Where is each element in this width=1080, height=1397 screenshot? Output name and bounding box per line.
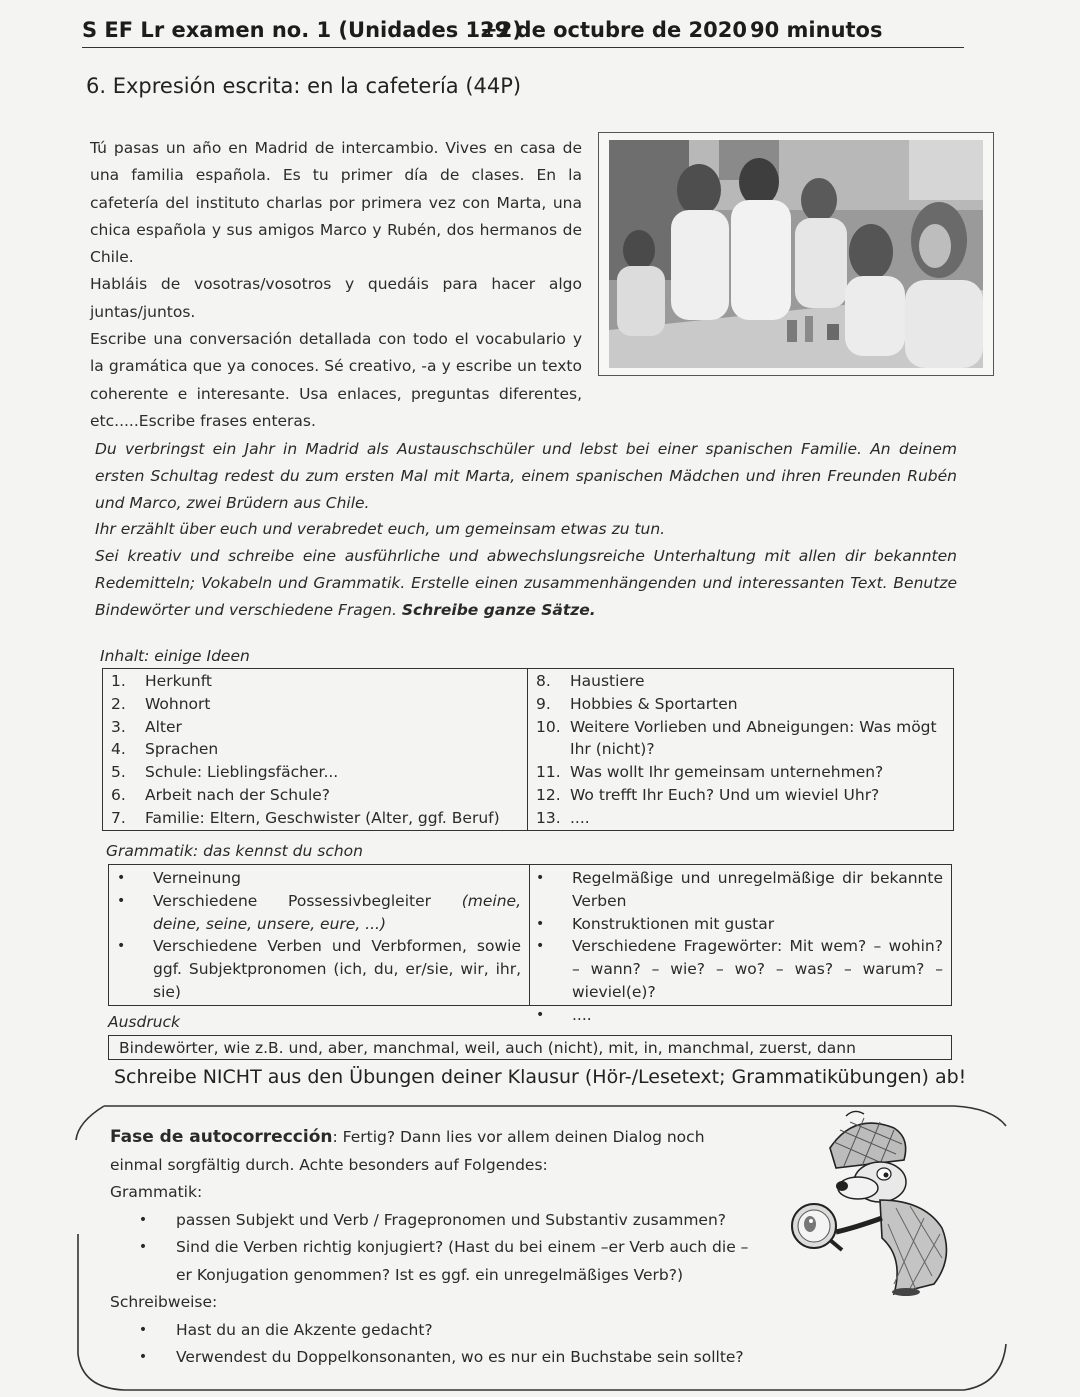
item-text: Alter: [145, 717, 182, 736]
item-text: Hast du an die Akzente gedacht?: [176, 1320, 433, 1339]
item-text: ....: [570, 808, 590, 827]
list-item: [536, 716, 953, 762]
inhalt-left-list: [111, 670, 521, 830]
intro-de-p3: Sei kreativ und schreibe eine ausführliche und abwechslungsreiche Unterhaltung mit allen dir bekannten Redemitteln; Vokabeln und Grammatik. Erstelle einen zusammenhängenden und interessanten Text. Benutze Bindewörter und verschiedene Fragen. Schreibe ganze Sätze.: [95, 547, 957, 619]
self-check-intro: Fase de autocorrección: Fertig? Dann lies vor allem deinen Dialog noch einmal sorgfältig durch. Achte besonders auf Folgendes:: [110, 1127, 705, 1174]
item-number: 6.: [111, 785, 126, 804]
bullet-icon: •: [536, 915, 545, 932]
grammatik-caption: Grammatik: das kennst du schon: [106, 842, 363, 860]
item-number: 8.: [536, 672, 551, 690]
item-text: Haustiere: [570, 672, 645, 690]
list-item: [536, 761, 953, 784]
list-item: [536, 670, 953, 693]
exam-duration: 90 minutos: [750, 18, 883, 42]
list-item: [111, 784, 521, 807]
item-text: Hobbies & Sportarten: [570, 694, 738, 713]
grammatik-right-list: [536, 867, 943, 1027]
list-item: [111, 761, 521, 784]
item-text: Wo trefft Ihr Euch? Und um wieviel Uhr?: [570, 785, 880, 804]
list-item: [117, 935, 521, 1003]
item-text: Arbeit nach der Schule?: [145, 785, 331, 804]
list-item: [536, 935, 943, 1003]
exam-header: [82, 16, 964, 48]
item-number: 7.: [111, 808, 126, 827]
list-item: [536, 1004, 943, 1027]
inhalt-right-list: [536, 669, 953, 830]
intro-de-p2: Ihr erzählt über euch und verabredet euch, um gemeinsam etwas zu tun.: [95, 520, 666, 539]
list-item: [111, 738, 521, 761]
bullet-icon: •: [117, 938, 126, 955]
ausdruck-text: Bindewörter, wie z.B. und, aber, manchmal, weil, auch (nicht), mit, in, manchmal, zuerst, dann: [119, 1039, 856, 1057]
list-item: [110, 1344, 750, 1372]
ausdruck-box: [108, 1035, 952, 1060]
cafeteria-photo: [598, 132, 994, 376]
bullet-icon: •: [138, 1211, 148, 1228]
section-title: 6. Expresión escrita: en la cafetería (44P): [86, 74, 522, 98]
intro-de-p1: Du verbringst ein Jahr in Madrid als Austauschschüler und lebst bei einer spanischen Familie. An deinem ersten Schultag redest du zum ersten Mal mit Marta, einem spanischen Mädchen und ihren Freunden Rubén und Marco, zwei Brüdern aus Chile.: [95, 440, 957, 512]
item-number: 1.: [111, 672, 126, 690]
list-item: [111, 670, 521, 693]
bullet-icon: •: [536, 870, 545, 886]
course-title: S EF Lr examen no. 1 (Unidades 1+2): [82, 18, 522, 42]
list-item: [536, 867, 943, 913]
item-text: Familie: Eltern, Geschwister (Alter, ggf. Beruf): [145, 808, 500, 827]
item-text: ....: [572, 1005, 592, 1024]
spelling-label: Schreibweise:: [110, 1293, 218, 1311]
list-item: [110, 1317, 750, 1345]
list-item: [110, 1234, 750, 1289]
item-text: Verschiedene Possessivbegleiter (meine, deine, seine, unsere, eure, ...): [153, 891, 521, 933]
list-item: [110, 1207, 750, 1235]
intro-de-bold: Schreibe ganze Sätze.: [401, 600, 596, 619]
item-number: 12.: [536, 785, 561, 804]
list-item: [536, 807, 953, 830]
item-text: Regelmäßige und unregelmäßige dir bekannte Verben: [572, 869, 943, 910]
detective-icon: [784, 1108, 960, 1296]
intro-german: [95, 436, 957, 624]
item-text: Schule: Lieblingsfächer...: [145, 763, 339, 782]
item-number: 5.: [111, 763, 126, 782]
item-text: Verneinung: [153, 869, 242, 887]
grammar-check-list: [110, 1207, 750, 1290]
inhalt-caption: Inhalt: einige Ideen: [100, 647, 250, 665]
item-text: Verwendest du Doppelkonsonanten, wo es nur ein Buchstabe sein sollte?: [176, 1348, 744, 1366]
bullet-icon: •: [138, 1349, 148, 1365]
intro-es-p3: Escribe una conversación detallada con todo el vocabulario y la gramática que ya conoces. Sé creativo, -a y escribe un texto coherente e interesante. Usa enlaces, preguntas diferentes, etc.....Escribe frases enteras.: [90, 330, 582, 430]
bullet-icon: •: [536, 938, 545, 955]
item-number: 2.: [111, 694, 126, 713]
list-item: [111, 807, 521, 830]
spelling-check-list: [110, 1317, 750, 1372]
item-text: passen Subjekt und Verb / Fragepronomen und Substantiv zusammen?: [176, 1210, 727, 1229]
detective-illustration: [784, 1108, 960, 1296]
item-text: Weitere Vorlieben und Abneigungen: Was mögt Ihr (nicht)?: [570, 717, 937, 759]
item-text: Herkunft: [145, 672, 212, 690]
item-text: Sprachen: [145, 740, 219, 759]
exam-date: 29 de octubre de 2020: [480, 18, 747, 42]
item-text: Was wollt Ihr gemeinsam unternehmen?: [570, 763, 884, 782]
bullet-icon: •: [536, 1006, 545, 1023]
inhalt-table: [102, 668, 954, 831]
cafeteria-photo-image: [609, 140, 983, 368]
item-text: Verschiedene Fragewörter: Mit wem? – wohin? – wann? – wie? – wo? – was? – warum? – wieviel(e)?: [572, 937, 943, 1001]
intro-es-p1: Tú pasas un año en Madrid de intercambio. Vives en casa de una familia española. Es tu primer día de clases. En la cafetería del instituto charlas por primera vez con Marta, una chica española y sus amigos Marco y Rubén, dos hermanos de Chile.: [90, 139, 582, 267]
list-item: [111, 693, 521, 716]
bullet-icon: •: [138, 1321, 148, 1338]
copy-warning: Schreibe NICHT aus den Übungen deiner Klausur (Hör-/Lesetext; Grammatikübungen) ab!: [114, 1066, 967, 1088]
grammar-label: Grammatik:: [110, 1183, 203, 1201]
item-text: Wohnort: [145, 694, 211, 713]
item-number: 4.: [111, 740, 126, 759]
item-number: 9.: [536, 694, 551, 713]
item-number: 11.: [536, 763, 561, 782]
list-item: [536, 693, 953, 716]
bullet-icon: •: [138, 1239, 148, 1255]
grammatik-left-list: [117, 867, 521, 1004]
list-item: [117, 890, 521, 936]
item-number: 13.: [536, 808, 561, 827]
item-text: Konstruktionen mit gustar: [572, 914, 775, 933]
item-number: 10.: [536, 717, 561, 736]
list-item: [536, 784, 953, 807]
intro-es-p2: Habláis de vosotras/vosotros y quedáis para hacer algo juntas/juntos.: [90, 275, 582, 321]
item-text: Sind die Verben richtig konjugiert? (Hast du bei einem –er Verb auch die –er Konjugation genommen? Ist es ggf. ein unregelmäßiges Verb?): [176, 1238, 749, 1284]
item-number: 3.: [111, 717, 126, 736]
list-item: [536, 913, 943, 936]
item-text: Verschiedene Verben und Verbformen, sowie ggf. Subjektpronomen (ich, du, er/sie, wir, ihr, sie): [153, 937, 521, 1001]
ausdruck-caption: Ausdruck: [108, 1013, 181, 1031]
list-item: [117, 867, 521, 890]
intro-spanish: [90, 135, 582, 435]
list-item: [111, 716, 521, 739]
bullet-icon: •: [117, 870, 126, 886]
self-check-text: [110, 1124, 750, 1372]
bullet-icon: •: [117, 892, 126, 909]
self-check-lead: Fase de autocorrección: [110, 1127, 333, 1147]
